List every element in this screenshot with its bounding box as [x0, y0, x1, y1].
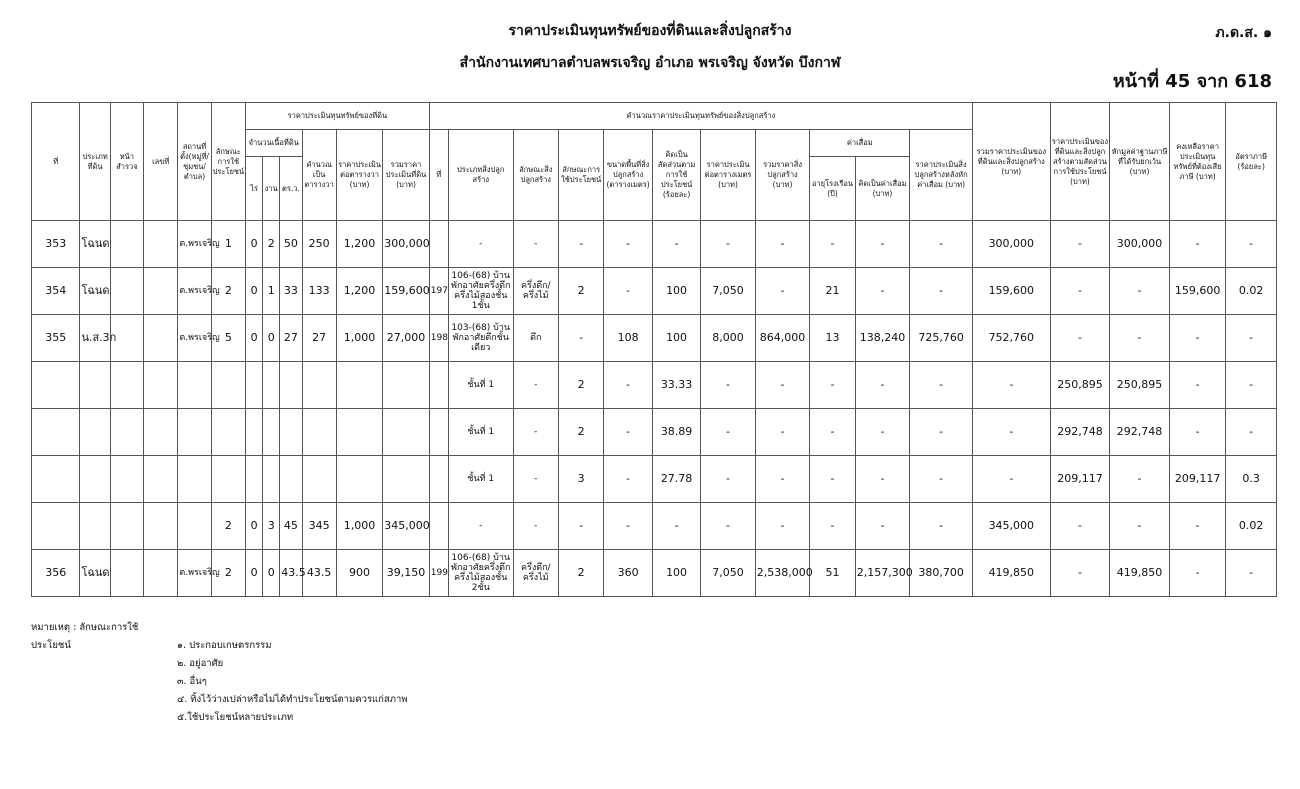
cell-ngan: 0: [263, 550, 280, 597]
cell-b-total: -: [755, 268, 810, 315]
cell-usage: 5: [211, 315, 245, 362]
cell-by-usage: 250,895: [1050, 362, 1110, 409]
cell-total: 752,760: [972, 315, 1050, 362]
cell-location: [178, 409, 211, 456]
cell-b-no: [429, 221, 448, 268]
cell-usage: [211, 456, 245, 503]
cell-land-total: [383, 362, 430, 409]
cell-rate: 0.3: [1226, 456, 1277, 503]
col-value-by-usage: ราคาประเมินของที่ดินและสิ่งปลูกสร้างตามสัดส่วนการใช้ประโยชน์ (บาท): [1050, 103, 1110, 221]
cell-b-no: [429, 503, 448, 550]
cell-age: -: [810, 503, 855, 550]
cell-b-area: -: [604, 362, 652, 409]
group-depreciation: ค่าเสื่อม: [810, 130, 910, 157]
page-title: ราคาประเมินทุนทรัพย์ของที่ดินและสิ่งปลูกสร้าง: [508, 23, 792, 39]
cell-b-no: 198: [429, 315, 448, 362]
col-usage-type: ลักษณะการใช้ประโยชน์: [211, 103, 245, 221]
cell-b-price: 7,050: [701, 550, 756, 597]
cell-land-type: โฉนด: [80, 221, 110, 268]
cell-depr: 138,240: [855, 315, 910, 362]
col-bldg-total: รวมราคาสิ่งปลูกสร้าง (บาท): [755, 130, 810, 221]
cell-rate: 0.02: [1226, 268, 1277, 315]
cell-calc-sqwa: 345: [302, 503, 336, 550]
cell-b-no: [429, 409, 448, 456]
cell-total: 419,850: [972, 550, 1050, 597]
cell-depr: -: [855, 409, 910, 456]
cell-b-area: -: [604, 268, 652, 315]
cell-b-price: -: [701, 221, 756, 268]
cell-age: 51: [810, 550, 855, 597]
cell-b-char: ครึ่งตึก/ครึ่งไม้: [513, 268, 558, 315]
cell-survey-page: [110, 456, 143, 503]
cell-b-char: -: [513, 456, 558, 503]
cell-land-total: 300,000: [383, 221, 430, 268]
col-tax-rate: อัตราภาษี (ร้อยละ): [1226, 103, 1277, 221]
cell-b-usage: -: [558, 503, 603, 550]
cell-price-sqwa: 1,200: [336, 268, 382, 315]
cell-number: [144, 362, 178, 409]
col-calc-sqwa: คำนวณเป็นตารางวา: [302, 130, 336, 221]
cell-b-usage: 2: [558, 362, 603, 409]
col-number: เลขที่: [144, 103, 178, 221]
cell-after-depr: -: [910, 503, 973, 550]
col-rai: ไร่: [245, 157, 262, 221]
cell-b-char: -: [513, 221, 558, 268]
cell-rate: -: [1226, 362, 1277, 409]
cell-survey-page: [110, 221, 143, 268]
cell-by-usage: -: [1050, 221, 1110, 268]
cell-by-usage: -: [1050, 503, 1110, 550]
cell-b-pct: 38.89: [652, 409, 700, 456]
cell-sqwa: 50: [280, 221, 302, 268]
cell-calc-sqwa: 133: [302, 268, 336, 315]
cell-b-total: 864,000: [755, 315, 810, 362]
cell-number: [144, 315, 178, 362]
cell-b-char: ครึ่งตึก/ครึ่งไม้: [513, 550, 558, 597]
cell-calc-sqwa: 250: [302, 221, 336, 268]
cell-b-usage: 2: [558, 550, 603, 597]
cell-no: [32, 409, 80, 456]
cell-depr: -: [855, 503, 910, 550]
col-age: อายุโรงเรือน (ปี): [810, 157, 855, 221]
cell-b-char: -: [513, 362, 558, 409]
cell-usage: [211, 362, 245, 409]
cell-b-total: -: [755, 221, 810, 268]
cell-sqwa: 27: [280, 315, 302, 362]
cell-b-no: 199: [429, 550, 448, 597]
cell-rate: -: [1226, 550, 1277, 597]
cell-calc-sqwa: [302, 456, 336, 503]
cell-price-sqwa: [336, 456, 382, 503]
cell-calc-sqwa: [302, 362, 336, 409]
cell-rate: 0.02: [1226, 503, 1277, 550]
cell-b-area: 108: [604, 315, 652, 362]
cell-after-depr: -: [910, 221, 973, 268]
page-number: หน้าที่ 45 จาก 618: [1112, 71, 1272, 92]
note-item: ๕.ใช้ประโยชน์หลายประเภท: [177, 712, 294, 723]
col-bldg-usage: ลักษณะการใช้ประโยชน์: [558, 130, 603, 221]
cell-exempt: -: [1110, 268, 1170, 315]
cell-sqwa: 43.5: [280, 550, 302, 597]
cell-b-type: -: [448, 221, 513, 268]
table-row: [32, 268, 1277, 315]
cell-rate: -: [1226, 221, 1277, 268]
col-price-per-sqwa: ราคาประเมินต่อตารางวา (บาท): [336, 130, 382, 221]
cell-calc-sqwa: [302, 409, 336, 456]
cell-b-area: -: [604, 409, 652, 456]
col-sqwa: ตร.ว.: [280, 157, 302, 221]
cell-rai: 0: [245, 550, 262, 597]
cell-b-total: -: [755, 362, 810, 409]
cell-exempt: -: [1110, 503, 1170, 550]
cell-usage: 1: [211, 221, 245, 268]
cell-exempt: -: [1110, 315, 1170, 362]
cell-land-total: 159,600: [383, 268, 430, 315]
cell-no: 355: [32, 315, 80, 362]
col-usage-pct: คิดเป็นสัดส่วนตามการใช้ประโยชน์ (ร้อยละ): [652, 130, 700, 221]
cell-b-total: -: [755, 456, 810, 503]
col-price-per-sqm: ราคาประเมินต่อตารางเมตร (บาท): [701, 130, 756, 221]
cell-survey-page: [110, 503, 143, 550]
cell-no: [32, 503, 80, 550]
cell-remain: -: [1169, 503, 1226, 550]
cell-b-pct: 100: [652, 550, 700, 597]
table-row: [32, 550, 1277, 597]
cell-land-type: โฉนด: [80, 268, 110, 315]
cell-ngan: 0: [263, 315, 280, 362]
cell-sqwa: 45: [280, 503, 302, 550]
cell-b-pct: -: [652, 503, 700, 550]
cell-depr: -: [855, 362, 910, 409]
cell-after-depr: -: [910, 456, 973, 503]
col-survey-page: หน้าสำรวจ: [110, 103, 143, 221]
cell-after-depr: -: [910, 268, 973, 315]
cell-remain: -: [1169, 221, 1226, 268]
cell-b-type: 106-(68) บ้านพักอาศัยครึ่งตึกครึ่งไม้สองชั้น 2ชั้น: [448, 550, 513, 597]
cell-rate: -: [1226, 315, 1277, 362]
cell-depr: -: [855, 456, 910, 503]
cell-sqwa: [280, 362, 302, 409]
cell-b-type: ชั้นที่ 1: [448, 409, 513, 456]
cell-b-usage: 2: [558, 268, 603, 315]
note-item: ๔. ทิ้งไว้ว่างเปล่าหรือไม่ได้ทำประโยชน์ตามควรแก่สภาพ: [177, 694, 408, 705]
table-row: [32, 362, 1277, 409]
table-row: [32, 221, 1277, 268]
cell-b-price: -: [701, 456, 756, 503]
cell-rai: 0: [245, 315, 262, 362]
cell-location: ต.พรเจริญ: [178, 268, 211, 315]
cell-age: -: [810, 409, 855, 456]
cell-ngan: [263, 362, 280, 409]
cell-b-price: 8,000: [701, 315, 756, 362]
cell-after-depr: -: [910, 409, 973, 456]
cell-number: [144, 503, 178, 550]
cell-exempt: 250,895: [1110, 362, 1170, 409]
cell-sqwa: 33: [280, 268, 302, 315]
notes: [31, 619, 408, 727]
cell-age: -: [810, 362, 855, 409]
cell-no: [32, 456, 80, 503]
col-bldg-char: ลักษณะสิ่งปลูกสร้าง: [513, 130, 558, 221]
note-item: ๑. ประกอบเกษตรกรรม: [177, 640, 272, 651]
cell-rai: 0: [245, 221, 262, 268]
cell-b-type: 103-(68) บ้านพักอาศัยตึกชั้นเดียว: [448, 315, 513, 362]
cell-survey-page: [110, 268, 143, 315]
col-exemption: หักมูลค่าฐานภาษีที่ได้รับยกเว้น (บาท): [1110, 103, 1170, 221]
cell-b-price: -: [701, 503, 756, 550]
cell-total: -: [972, 362, 1050, 409]
cell-b-price: -: [701, 409, 756, 456]
cell-by-usage: -: [1050, 550, 1110, 597]
cell-exempt: 300,000: [1110, 221, 1170, 268]
cell-b-area: -: [604, 456, 652, 503]
col-land-total: รวมราคาประเมินที่ดิน (บาท): [383, 130, 430, 221]
cell-b-area: -: [604, 503, 652, 550]
cell-usage: [211, 409, 245, 456]
col-land-type: ประเภทที่ดิน: [80, 103, 110, 221]
cell-b-usage: 2: [558, 409, 603, 456]
cell-b-price: 7,050: [701, 268, 756, 315]
cell-b-area: -: [604, 221, 652, 268]
notes-label: หมายเหตุ : ลักษณะการใช้ประโยชน์: [31, 622, 139, 651]
cell-rate: -: [1226, 409, 1277, 456]
cell-ngan: 2: [263, 221, 280, 268]
cell-total: 300,000: [972, 221, 1050, 268]
cell-sqwa: [280, 456, 302, 503]
cell-remain: -: [1169, 315, 1226, 362]
cell-number: [144, 221, 178, 268]
cell-remain: 209,117: [1169, 456, 1226, 503]
cell-survey-page: [110, 409, 143, 456]
cell-number: [144, 268, 178, 315]
cell-sqwa: [280, 409, 302, 456]
cell-calc-sqwa: 43.5: [302, 550, 336, 597]
col-bldg-after-depr: ราคาประเมินสิ่งปลูกสร้างหลังหักค่าเสื่อม (บาท): [910, 130, 973, 221]
cell-b-no: [429, 362, 448, 409]
cell-location: ต.พรเจริญ: [178, 221, 211, 268]
cell-number: [144, 456, 178, 503]
cell-no: 353: [32, 221, 80, 268]
cell-exempt: -: [1110, 456, 1170, 503]
cell-land-type: โฉนด: [80, 550, 110, 597]
cell-land-total: 27,000: [383, 315, 430, 362]
cell-b-pct: 27.78: [652, 456, 700, 503]
cell-b-pct: 100: [652, 268, 700, 315]
cell-land-total: 345,000: [383, 503, 430, 550]
cell-total: -: [972, 409, 1050, 456]
cell-b-type: -: [448, 503, 513, 550]
cell-remain: -: [1169, 362, 1226, 409]
cell-b-pct: -: [652, 221, 700, 268]
cell-usage: 2: [211, 503, 245, 550]
note-item: ๒. อยู่อาศัย: [177, 658, 224, 669]
cell-b-usage: 3: [558, 456, 603, 503]
cell-location: ต.พรเจริญ: [178, 315, 211, 362]
cell-b-type: ชั้นที่ 1: [448, 456, 513, 503]
cell-ngan: 3: [263, 503, 280, 550]
cell-usage: 2: [211, 550, 245, 597]
form-code: ภ.ด.ส. ๑: [1215, 25, 1272, 41]
cell-remain: -: [1169, 409, 1226, 456]
col-total-value: รวมราคาประเมินของที่ดินและสิ่งปลูกสร้าง (บาท): [972, 103, 1050, 221]
cell-b-total: 2,538,000: [755, 550, 810, 597]
cell-by-usage: 292,748: [1050, 409, 1110, 456]
cell-price-sqwa: 1,000: [336, 503, 382, 550]
header-row-1: [32, 103, 1277, 130]
cell-by-usage: 209,117: [1050, 456, 1110, 503]
cell-rai: [245, 456, 262, 503]
col-depr-value: คิดเป็นค่าเสื่อม (บาท): [855, 157, 910, 221]
col-bldg-area: ขนาดพื้นที่สิ่งปลูกสร้าง (ตารางเมตร): [604, 130, 652, 221]
col-no: ที่: [32, 103, 80, 221]
cell-b-total: -: [755, 503, 810, 550]
note-item: ๓. อื่นๆ: [177, 676, 207, 687]
office-name: สำนักงานเทศบาลตำบลพรเจริญ อำเภอ พรเจริญ จังหวัด บึงกาฬ: [459, 55, 841, 71]
cell-land-type: [80, 503, 110, 550]
cell-ngan: [263, 456, 280, 503]
cell-remain: -: [1169, 550, 1226, 597]
cell-rai: [245, 362, 262, 409]
cell-depr: -: [855, 221, 910, 268]
cell-rai: [245, 409, 262, 456]
cell-land-total: 39,150: [383, 550, 430, 597]
cell-price-sqwa: 1,200: [336, 221, 382, 268]
col-location: สถานที่ตั้ง(หมู่ที่/ชุมชน/ตำบล): [178, 103, 211, 221]
cell-location: [178, 503, 211, 550]
cell-b-no: 197: [429, 268, 448, 315]
cell-land-type: [80, 362, 110, 409]
cell-price-sqwa: 1,000: [336, 315, 382, 362]
cell-survey-page: [110, 550, 143, 597]
cell-after-depr: 725,760: [910, 315, 973, 362]
cell-b-pct: 33.33: [652, 362, 700, 409]
cell-land-total: [383, 409, 430, 456]
cell-price-sqwa: [336, 409, 382, 456]
cell-b-total: -: [755, 409, 810, 456]
cell-b-type: 106-(68) บ้านพักอาศัยครึ่งตึกครึ่งไม้สองชั้น 1ชั้น: [448, 268, 513, 315]
cell-b-usage: -: [558, 315, 603, 362]
table-row: [32, 456, 1277, 503]
assessment-table: [31, 102, 1277, 597]
cell-price-sqwa: [336, 362, 382, 409]
cell-number: [144, 409, 178, 456]
cell-rai: 0: [245, 503, 262, 550]
cell-no: [32, 362, 80, 409]
cell-after-depr: -: [910, 362, 973, 409]
cell-total: -: [972, 456, 1050, 503]
cell-location: ต.พรเจริญ: [178, 550, 211, 597]
cell-land-total: [383, 456, 430, 503]
cell-no: 354: [32, 268, 80, 315]
cell-location: [178, 362, 211, 409]
cell-ngan: [263, 409, 280, 456]
cell-b-char: -: [513, 503, 558, 550]
cell-ngan: 1: [263, 268, 280, 315]
table-body: [32, 221, 1277, 597]
cell-price-sqwa: 900: [336, 550, 382, 597]
table-row: [32, 409, 1277, 456]
cell-age: -: [810, 221, 855, 268]
cell-age: -: [810, 456, 855, 503]
cell-depr: -: [855, 268, 910, 315]
cell-b-no: [429, 456, 448, 503]
cell-remain: 159,600: [1169, 268, 1226, 315]
col-bldg-type: ประเภทสิ่งปลูกสร้าง: [448, 130, 513, 221]
cell-b-char: ตึก: [513, 315, 558, 362]
cell-age: 13: [810, 315, 855, 362]
cell-age: 21: [810, 268, 855, 315]
group-land: ราคาประเมินทุนทรัพย์ของที่ดิน: [245, 103, 429, 130]
cell-depr: 2,157,300: [855, 550, 910, 597]
cell-calc-sqwa: 27: [302, 315, 336, 362]
cell-b-pct: 100: [652, 315, 700, 362]
cell-by-usage: -: [1050, 315, 1110, 362]
cell-total: 345,000: [972, 503, 1050, 550]
cell-usage: 2: [211, 268, 245, 315]
cell-exempt: 292,748: [1110, 409, 1170, 456]
table-row: [32, 503, 1277, 550]
col-ngan: งาน: [263, 157, 280, 221]
cell-land-type: [80, 456, 110, 503]
cell-b-area: 360: [604, 550, 652, 597]
cell-b-char: -: [513, 409, 558, 456]
cell-exempt: 419,850: [1110, 550, 1170, 597]
cell-land-type: [80, 409, 110, 456]
cell-total: 159,600: [972, 268, 1050, 315]
group-building: คำนวณราคาประเมินทุนทรัพย์ของสิ่งปลูกสร้าง: [429, 103, 972, 130]
cell-after-depr: 380,700: [910, 550, 973, 597]
col-bldg-no: ที่: [429, 130, 448, 221]
cell-by-usage: -: [1050, 268, 1110, 315]
cell-number: [144, 550, 178, 597]
cell-no: 356: [32, 550, 80, 597]
cell-land-type: น.ส.3ก: [80, 315, 110, 362]
cell-location: [178, 456, 211, 503]
cell-survey-page: [110, 362, 143, 409]
cell-rai: 0: [245, 268, 262, 315]
group-land-area: จำนวนเนื้อที่ดิน: [245, 130, 302, 157]
cell-b-usage: -: [558, 221, 603, 268]
col-remaining: คงเหลือราคาประเมินทุนทรัพย์ที่ต้องเสียภาษี (บาท): [1169, 103, 1226, 221]
table-row: [32, 315, 1277, 362]
cell-b-type: ชั้นที่ 1: [448, 362, 513, 409]
cell-b-price: -: [701, 362, 756, 409]
